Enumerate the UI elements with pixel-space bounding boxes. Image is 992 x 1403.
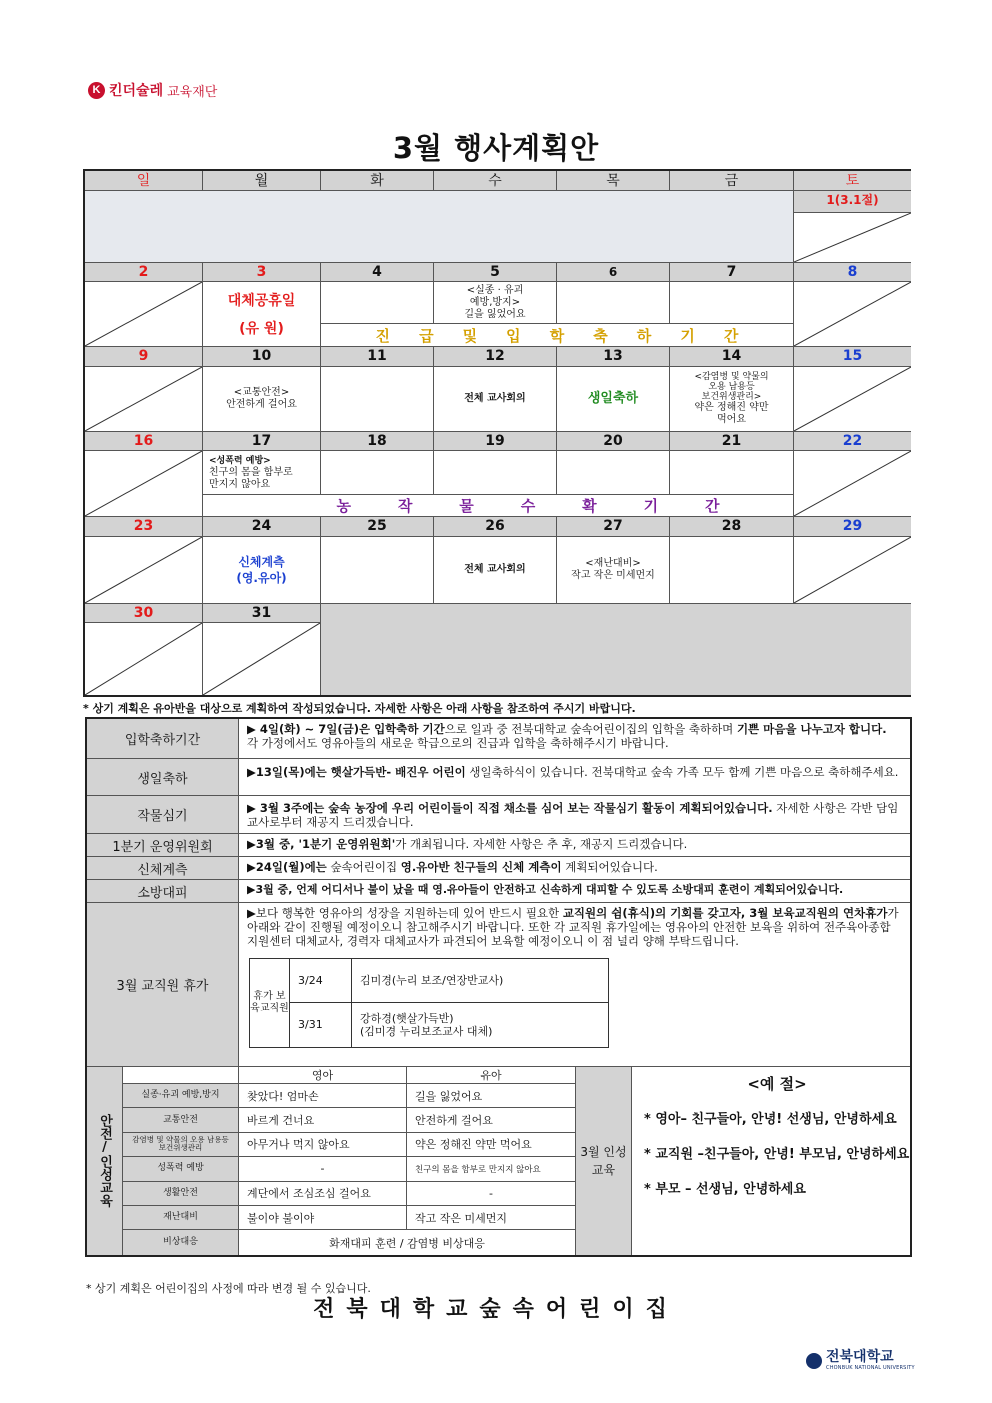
band2-char: 기 (643, 497, 659, 515)
safety-row-child: 안전하게 걸어요 (415, 1114, 493, 1128)
info-table (85, 717, 912, 1257)
vacation-emphasis: 교직원의 쉼(휴식)의 기회를 갖고자, 3월 보육교직원의 연차휴가 (562, 906, 888, 920)
date-27: 27 (557, 517, 670, 537)
event-assault-desc2: 만지지 않아요 (209, 478, 271, 490)
date-15: 15 (794, 347, 911, 367)
safety-row-infant: 찾았다! 엄마손 (239, 1084, 407, 1107)
measurement-emphasis: 영.유아반 친구들의 신체 계측이 (400, 860, 562, 874)
safety-row-label: 교통안전 (123, 1108, 239, 1131)
date-16-body (85, 451, 203, 517)
planting-emphasis: ▶ 3월 3주에는 숲속 농장에 우리 어린이들이 직접 채소를 심어 보는 작물심기 활동이 계획되어있습니다. (247, 801, 773, 815)
event-teacher-meeting: 전체 교사회의 (464, 393, 526, 404)
date-21-body (670, 451, 794, 495)
date-25: 25 (321, 517, 434, 537)
birthday-emphasis: ▶13일(목)에는 햇살가득반- 배진우 어린이 (247, 765, 466, 779)
date-16: 16 (85, 432, 203, 451)
logo-mark: K (88, 82, 105, 99)
university-emblem-icon (806, 1353, 822, 1369)
organization-name: 전북대학교숲속어린이집 (313, 1297, 679, 1322)
footer-note: * 상기 계획은 어린이집의 사정에 따라 변경 될 수 있습니다. (86, 1282, 371, 1295)
date-6-body (557, 282, 670, 324)
university-name-kr: 전북대학교 (826, 1349, 894, 1365)
band1-char: 하 (636, 326, 652, 345)
dayname-fri: 금 (670, 171, 794, 191)
band1-char: 급 (419, 326, 434, 345)
dayname-wed: 수 (434, 171, 557, 191)
event-disaster-desc: 작고 작은 미세먼지 (571, 570, 655, 581)
safety-head-blank (123, 1067, 239, 1083)
substitute-holiday-label: 대체공휴일 (227, 293, 296, 309)
event-calendar (83, 169, 911, 697)
event-traffic-title: <교통안전> (233, 387, 290, 398)
date-30: 30 (85, 604, 203, 623)
safety-row (123, 1157, 575, 1181)
info-row-planting (87, 796, 910, 834)
date-26: 26 (434, 517, 557, 537)
date-4-body (321, 282, 434, 324)
safety-row-emergency (123, 1230, 575, 1254)
event-health-desc1: 약은 정해진 약만 (694, 402, 769, 413)
date-23: 23 (85, 517, 203, 537)
safety-row-label: 성폭력 예방 (123, 1157, 239, 1180)
date-23-body (85, 537, 203, 604)
band2-char: 확 (582, 497, 597, 515)
planting-text: 자세한 사항은 각반 담임 교사로부터 재공지 드리겠습니다. (247, 801, 899, 829)
safety-row-infant: 계단에서 조심조심 걸어요 (239, 1182, 407, 1205)
date-24: 24 (203, 517, 321, 537)
measurement-text1: 숲속어린이집 (326, 860, 401, 874)
safety-side-text: 안전/인성교육 (97, 1114, 112, 1208)
date-31: 31 (203, 604, 321, 623)
manners-staff: * 교직원 –친구들아, 안녕! 부모님, 안녕하세요 (644, 1147, 910, 1162)
date-20-body (557, 451, 670, 495)
date-14: 14 (670, 347, 794, 367)
info-body-fire-drill (239, 880, 910, 902)
logo-main-text: 킨더슐레 (109, 83, 164, 99)
safety-head-row (123, 1067, 575, 1084)
safety-row-child: 친구의 몸을 함부로 만지지 않아요 (415, 1164, 541, 1175)
vacation-date: 3/31 (290, 1003, 352, 1047)
info-label-vacation: 3월 교직원 휴가 (87, 903, 239, 1066)
date-17: 17 (203, 432, 321, 451)
dayname-sun: 일 (85, 171, 203, 191)
vacation-substitute: (김미경 누리보조교사 대체) (360, 1025, 493, 1038)
substitute-holiday-note: (유 원) (239, 321, 284, 337)
dayname-mon: 월 (203, 171, 321, 191)
safety-row-infant: 바르게 건너요 (239, 1108, 407, 1131)
date-1-body (794, 213, 911, 263)
date-10: 10 (203, 347, 321, 367)
info-row-committee (87, 834, 910, 857)
info-label-birthday: 생일축하 (87, 759, 239, 795)
date-29-body (794, 537, 911, 604)
info-label-planting: 작물심기 (87, 796, 239, 833)
event-assault-title: <성폭력 예방> (209, 455, 271, 466)
safety-emergency-label: 비상대응 (123, 1230, 239, 1254)
safety-row-child: 작고 작은 미세먼지 (415, 1211, 508, 1225)
event-birthday: 생일축하 (587, 391, 639, 406)
info-row-vacation (87, 903, 910, 1067)
info-body-enrollment (239, 719, 910, 758)
band1-char: 진 (375, 326, 391, 345)
vacation-table (249, 958, 609, 1048)
logo-sub-text: 교육재단 (167, 84, 218, 100)
page-title: 3월 행사계획안 (392, 131, 600, 165)
vacation-staff: 김미경(누리 보조/연장반교사) (360, 974, 504, 987)
manners-title: <예 절> (747, 1075, 807, 1093)
safety-emergency-value: 화재대피 훈련 / 감염병 비상대응 (329, 1236, 485, 1250)
safety-section (87, 1067, 910, 1255)
enrollment-emphasis: 기쁜 마음을 나누고자 합니다. (736, 722, 887, 736)
date-24-body (203, 537, 321, 604)
event-traffic-desc: 안전하게 걸어요 (226, 399, 297, 410)
safety-row-label: 생활안전 (123, 1182, 239, 1205)
vacation-text (247, 906, 900, 948)
week6-empty-area (321, 604, 911, 695)
safety-row-child: 약은 정해진 약만 먹어요 (415, 1138, 532, 1152)
date-11-body (321, 367, 434, 432)
info-body-birthday (239, 759, 910, 795)
date-5-body (434, 282, 557, 324)
date-7: 7 (670, 263, 794, 282)
event-teacher-meeting-2: 전체 교사회의 (464, 564, 526, 575)
safety-row-infant: 아무거나 먹지 않아요 (239, 1133, 407, 1156)
date-3-body (203, 282, 321, 347)
date-31-body (203, 623, 321, 695)
date-7-body (670, 282, 794, 324)
band1-char: 간 (723, 326, 739, 345)
safety-row-label: 감염병 및 약물의 오용 남용등 보건위생관리 (123, 1133, 239, 1156)
event-measurement: 신체계측 (238, 555, 285, 569)
vacation-text2: 가 아래와 같이 진행될 예정이오니 참고해주시기 바랍니다. 또한 각 교직원 휴가일에는 영유아의 안전한 보육을 위하여 전주육아종합지원센터 대체교사, 경력자 대체교사가 파견되어 보육할 예정이오니 이 점 널리 양해 부탁드립니다. (247, 906, 899, 948)
event-missing-title: <실종 · 유괴 (466, 284, 524, 296)
manners-infant: * 영아– 친구들아, 안녕! 선생님, 안녕하세요 (644, 1112, 897, 1127)
university-logo (806, 1350, 915, 1371)
measurement-date: ▶24일(월)에는 (247, 860, 327, 874)
date-28-body (670, 537, 794, 604)
vacation-staff: 강하경(햇살가득반) (360, 1012, 454, 1025)
date-4: 4 (321, 263, 434, 282)
vacation-side-label: 휴가 보육교직원 (250, 959, 290, 1047)
band2-char: 수 (520, 497, 536, 515)
band1-char: 입 (506, 326, 521, 345)
vacation-row (290, 1003, 608, 1047)
safety-row-label: 실종·유괴 예방,방지 (123, 1084, 239, 1107)
info-label-committee: 1분기 운영위원회 (87, 834, 239, 856)
band1-char: 및 (462, 326, 478, 345)
vacation-date: 3/24 (290, 959, 352, 1002)
date-3: 3 (203, 263, 321, 282)
event-missing-desc: 길을 잃었어요 (464, 308, 526, 320)
date-9: 9 (85, 347, 203, 367)
date-27-body (557, 537, 670, 604)
date-8-body (794, 282, 911, 347)
committee-text: 가 개최됩니다. 자세한 사항은 추 후, 재공지 드리겠습니다. (395, 837, 688, 851)
date-1: 1(3.1절) (794, 191, 911, 213)
date-6: 6 (557, 263, 670, 282)
info-body-planting (239, 796, 910, 833)
info-row-fire-drill (87, 880, 910, 903)
band-enrollment-period (321, 324, 794, 347)
committee-emphasis: ▶3월 중, '1분기 운영위원회' (247, 837, 396, 851)
safety-row (123, 1182, 575, 1206)
date-13: 13 (557, 347, 670, 367)
safety-head-infant: 영아 (239, 1067, 407, 1083)
safety-head-child: 유아 (480, 1069, 502, 1082)
event-health-title3: 보건위생관리> (701, 392, 762, 402)
band1-char: 기 (680, 326, 695, 345)
manners-parent: * 부모 – 선생님, 안녕하세요 (644, 1182, 806, 1197)
date-28: 28 (670, 517, 794, 537)
info-label-measurement: 신체계측 (87, 857, 239, 879)
band2-char: 물 (459, 497, 474, 515)
date-2: 2 (85, 263, 203, 282)
birthday-text: 생일축하식이 있습니다. 전북대학교 숲속 가족 모두 함께 기쁜 마음으로 축하해주세요. (465, 765, 899, 779)
date-19-body (434, 451, 557, 495)
band1-char: 학 (549, 326, 565, 345)
band-harvest-period (203, 495, 794, 517)
date-14-body (670, 367, 794, 432)
event-disaster-title: <재난대비> (585, 558, 641, 569)
safety-row-label: 재난대비 (123, 1206, 239, 1229)
date-25-body (321, 537, 434, 604)
band2-char: 농 (336, 497, 351, 515)
enrollment-dates: ▶ 4일(화) ~ 7일(금)은 입학축하 기간 (247, 722, 445, 736)
date-8: 8 (794, 263, 911, 282)
university-name-en: CHONBUK NATIONAL UNIVERSITY (826, 1365, 915, 1371)
date-18-body (321, 451, 434, 495)
info-row-birthday (87, 759, 910, 796)
manners-panel (632, 1067, 910, 1255)
band1-char: 축 (593, 326, 608, 345)
info-body-measurement (239, 857, 910, 879)
safety-row (123, 1133, 575, 1157)
info-body-vacation (239, 903, 910, 1066)
date-12-body (434, 367, 557, 432)
vacation-text1: ▶보다 행복한 영유아의 성장을 지원하는데 있어 반드시 필요한 (247, 906, 563, 920)
info-row-measurement (87, 857, 910, 880)
date-26-body (434, 537, 557, 604)
band2-char: 작 (397, 497, 413, 515)
safety-row (123, 1206, 575, 1230)
date-22: 22 (794, 432, 911, 451)
safety-row (123, 1108, 575, 1132)
event-missing-sub: 예방,방지> (469, 296, 521, 308)
date-13-body (557, 367, 670, 432)
dayname-sat: 토 (794, 171, 911, 191)
band2-char: 간 (704, 497, 720, 515)
date-30-body (85, 623, 203, 695)
safety-side-label (87, 1067, 123, 1255)
date-15-body (794, 367, 911, 432)
calendar-note: * 상기 계획은 유아반을 대상으로 계획하여 작성되었습니다. 자세한 사항은 아래 사항을 참조하여 주시기 바랍니다. (83, 702, 636, 715)
safety-grid (123, 1067, 576, 1255)
week1-empty-area (85, 191, 794, 263)
safety-row-child: - (489, 1186, 493, 1200)
date-29: 29 (794, 517, 911, 537)
date-5: 5 (434, 263, 557, 282)
safety-row-child: 길을 잃었어요 (415, 1089, 483, 1103)
date-11: 11 (321, 347, 434, 367)
enrollment-text1: 으로 일과 중 전북대학교 숲속어린이집의 입학을 축하하며 (444, 722, 737, 736)
safety-row-infant: 불이야 불이야 (239, 1206, 407, 1229)
event-assault-desc1: 친구의 몸을 함부로 (209, 466, 293, 478)
event-health-title1: <감염병 및 약물의 (694, 372, 769, 382)
info-label-fire-drill: 소방대피 (87, 880, 239, 902)
event-measurement-note: (영.유아) (236, 571, 287, 585)
info-row-enrollment (87, 719, 910, 759)
date-9-body (85, 367, 203, 432)
dayname-thu: 목 (557, 171, 670, 191)
vacation-row (290, 959, 608, 1003)
date-10-body (203, 367, 321, 432)
measurement-text2: 계획되어있습니다. (561, 860, 658, 874)
safety-row (123, 1084, 575, 1108)
manners-label: 3월 인성 교육 (576, 1067, 632, 1255)
event-health-desc2: 먹어요 (717, 414, 746, 425)
date-12: 12 (434, 347, 557, 367)
date-17-body (203, 451, 321, 495)
safety-row-infant: - (239, 1157, 407, 1180)
date-22-body (794, 451, 911, 517)
info-body-committee (239, 834, 910, 856)
enrollment-text2: 각 가정에서도 영유아들의 새로운 학급으로의 진급과 입학을 축하해주시기 바랍니다. (247, 736, 669, 750)
date-2-body (85, 282, 203, 347)
info-label-enrollment: 입학축하기간 (87, 719, 239, 758)
date-21: 21 (670, 432, 794, 451)
date-19: 19 (434, 432, 557, 451)
event-health-title2: 오용 남용등 (708, 382, 755, 392)
date-20: 20 (557, 432, 670, 451)
date-18: 18 (321, 432, 434, 451)
kinderschule-logo (88, 80, 217, 100)
fire-drill-text: ▶3월 중, 언제 어디서나 불이 났을 때 영.유아들이 안전하고 신속하게 대피할 수 있도록 소방대피 훈련이 계획되어있습니다. (247, 883, 844, 896)
dayname-tue: 화 (321, 171, 434, 191)
